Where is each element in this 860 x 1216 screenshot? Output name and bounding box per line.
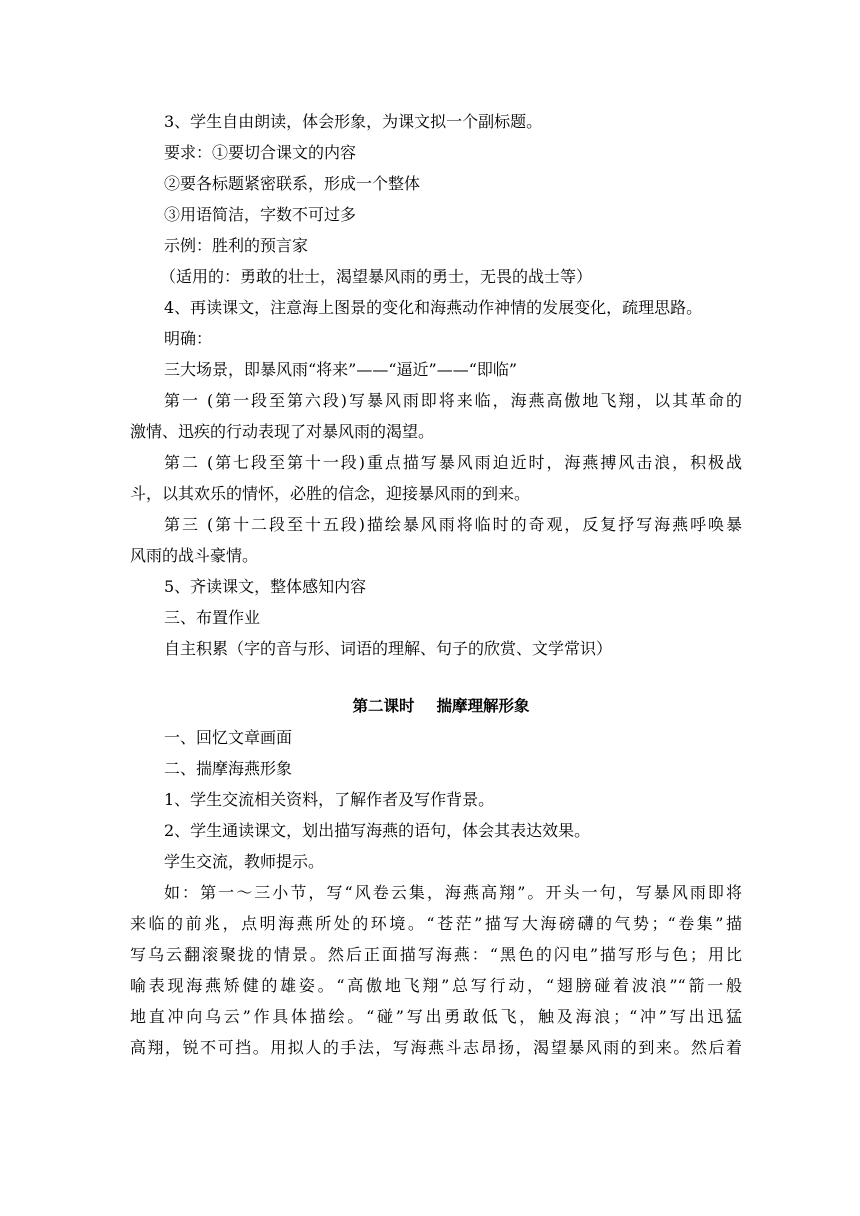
analysis-line-5: 地直冲向乌云”作具体描绘。“碰”写出勇敢低飞，触及海浪；“冲”写出迅猛 <box>130 1007 742 1026</box>
scene-2-line-2: 斗，以其欢乐的情怀，必胜的信念，迎接暴风雨的到来。 <box>130 484 531 503</box>
scene-3-line-2: 风雨的战斗豪情。 <box>130 546 259 565</box>
three-scenes-line: 三大场景，即暴风雨“将来”——“逼近”——“即临” <box>164 360 518 379</box>
scene-1-line-1: 第一 (第一段至第六段)写暴风雨即将来临，海燕高傲地飞翔，以其革命的 <box>164 391 742 410</box>
step-3-line: 3、学生自由朗读，体会形象，为课文拟一个副标题。 <box>164 112 543 131</box>
section-heading <box>130 691 742 722</box>
section-2-line: 二、揣摩海燕形象 <box>164 759 293 778</box>
item-1-line: 1、学生交流相关资料，了解作者及写作背景。 <box>164 790 495 809</box>
paragraph-scene-1 <box>130 385 742 447</box>
analysis-line-3: 写乌云翻滚聚拢的情景。然后正面描写海燕：“黑色的闪电”描写形与色；用比 <box>130 945 742 964</box>
applicable-note: （适用的：勇敢的壮士，渴望暴风雨的勇士，无畏的战士等） <box>160 267 593 286</box>
scene-2-line-1: 第二 (第七段至第十一段)重点描写暴风雨迫近时，海燕搏风击浪，积极战 <box>164 453 742 472</box>
analysis-line-4: 喻表现海燕矫健的雄姿。“高傲地飞翔”总写行动，“翅膀碰着波浪”“箭一般 <box>130 976 742 995</box>
document-body <box>130 106 742 1063</box>
analysis-line-2: 来临的前兆，点明海燕所处的环境。“苍茫”描写大海磅礴的气势；“卷集”描 <box>130 914 742 933</box>
requirement-3: ③用语简洁，字数不可过多 <box>164 205 357 224</box>
analysis-line-1: 如：第一～三小节，写“风卷云集，海燕高翔”。开头一句，写暴风雨即将 <box>164 883 742 902</box>
step-5-line: 5、齐读课文，整体感知内容 <box>164 577 367 596</box>
example-line: 示例：胜利的预言家 <box>164 236 309 255</box>
paragraph-scene-2 <box>130 447 742 509</box>
heading-topic: 揣摩理解形象 <box>436 697 530 715</box>
paragraph-scene-3 <box>130 509 742 571</box>
section-1-line: 一、回忆文章画面 <box>164 728 293 747</box>
step-4-line: 4、再读课文，注意海上图景的变化和海燕动作神情的发展变化，疏理思路。 <box>164 298 703 317</box>
exchange-line: 学生交流，教师提示。 <box>164 852 325 871</box>
homework-heading: 三、布置作业 <box>164 608 261 627</box>
analysis-line-6: 高翔，锐不可挡。用拟人的手法，写海燕斗志昂扬，渴望暴风雨的到来。然后着 <box>130 1038 742 1057</box>
requirement-2: ②要各标题紧密联系，形成一个整体 <box>164 174 421 193</box>
paragraph-analysis <box>130 877 742 1063</box>
scene-1-line-2: 激情、迅疾的行动表现了对暴风雨的渴望。 <box>130 422 435 441</box>
requirement-1: 要求：①要切合课文的内容 <box>164 143 357 162</box>
homework-content: 自主积累（字的音与形、词语的理解、句子的欣赏、文学常识） <box>164 639 613 658</box>
item-2-line: 2、学生通读课文，划出描写海燕的语句，体会其表达效果。 <box>164 821 591 840</box>
heading-lesson: 第二课时 <box>352 697 415 715</box>
clarify-label: 明确： <box>164 329 213 348</box>
scene-3-line-1: 第三 (第十二段至十五段)描绘暴风雨将临时的奇观，反复抒写海燕呼唤暴 <box>164 515 742 534</box>
